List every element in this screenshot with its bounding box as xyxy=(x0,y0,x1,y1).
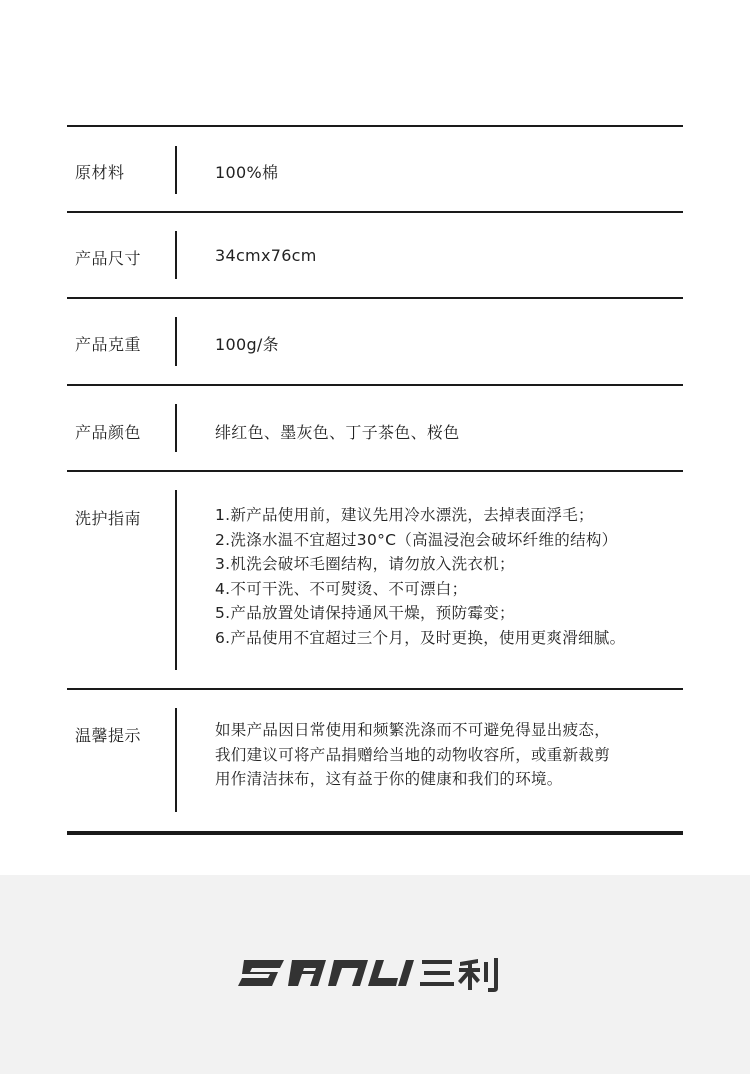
material-label: 原材料 xyxy=(75,163,125,182)
row-size xyxy=(67,213,683,297)
tips-line: 我们建议可将产品捐赠给当地的动物收容所，或重新裁剪 xyxy=(215,745,611,764)
care-label: 洗护指南 xyxy=(75,509,142,528)
row-divider xyxy=(175,404,177,452)
row-weight xyxy=(67,299,683,384)
colors-label: 产品颜色 xyxy=(75,423,142,442)
row-material xyxy=(67,127,683,211)
care-line: 6.产品使用不宜超过三个月，及时更换，使用更爽滑细腻。 xyxy=(215,628,626,647)
care-line: 4.不可干洗、不可熨烫、不可漂白； xyxy=(215,579,468,598)
row-divider xyxy=(175,231,177,279)
size-label: 产品尺寸 xyxy=(75,249,142,268)
row-tips xyxy=(67,690,683,831)
row-care xyxy=(67,472,683,688)
row-divider xyxy=(175,317,177,366)
care-line: 1.新产品使用前，建议先用冷水漂洗，去掉表面浮毛； xyxy=(215,506,594,524)
weight-value: 100g/条 xyxy=(215,335,279,354)
sanli-logo-mark xyxy=(238,958,498,992)
care-line: 3.机洗会破坏毛圈结构，请勿放入洗衣机； xyxy=(215,555,515,573)
care-line: 2.洗涤水温不宜超过30°C（高温浸泡会破坏纤维的结构） xyxy=(215,530,618,549)
tips-label: 温馨提示 xyxy=(75,726,142,745)
size-value: 34cmx76cm xyxy=(215,246,317,265)
spec-table xyxy=(67,125,683,835)
care-line: 5.产品放置处请保持通风干燥，预防霉变； xyxy=(215,604,515,622)
tips-text xyxy=(215,718,610,792)
colors-value: 绯红色、墨灰色、丁子茶色、桜色 xyxy=(215,423,460,442)
row-divider xyxy=(175,708,177,812)
row-divider xyxy=(175,146,177,194)
tips-line: 如果产品因日常使用和频繁洗涤而不可避免得显出疲态， xyxy=(215,721,611,739)
care-instructions xyxy=(215,503,625,650)
row-divider xyxy=(175,490,177,670)
sanli-logo xyxy=(238,952,514,994)
row-colors xyxy=(67,386,683,470)
weight-label: 产品克重 xyxy=(75,335,142,354)
tips-line: 用作清洁抹布，这有益于你的健康和我们的环境。 xyxy=(215,770,563,788)
table-bottom-rule xyxy=(67,831,683,835)
material-value: 100%棉 xyxy=(215,163,279,182)
